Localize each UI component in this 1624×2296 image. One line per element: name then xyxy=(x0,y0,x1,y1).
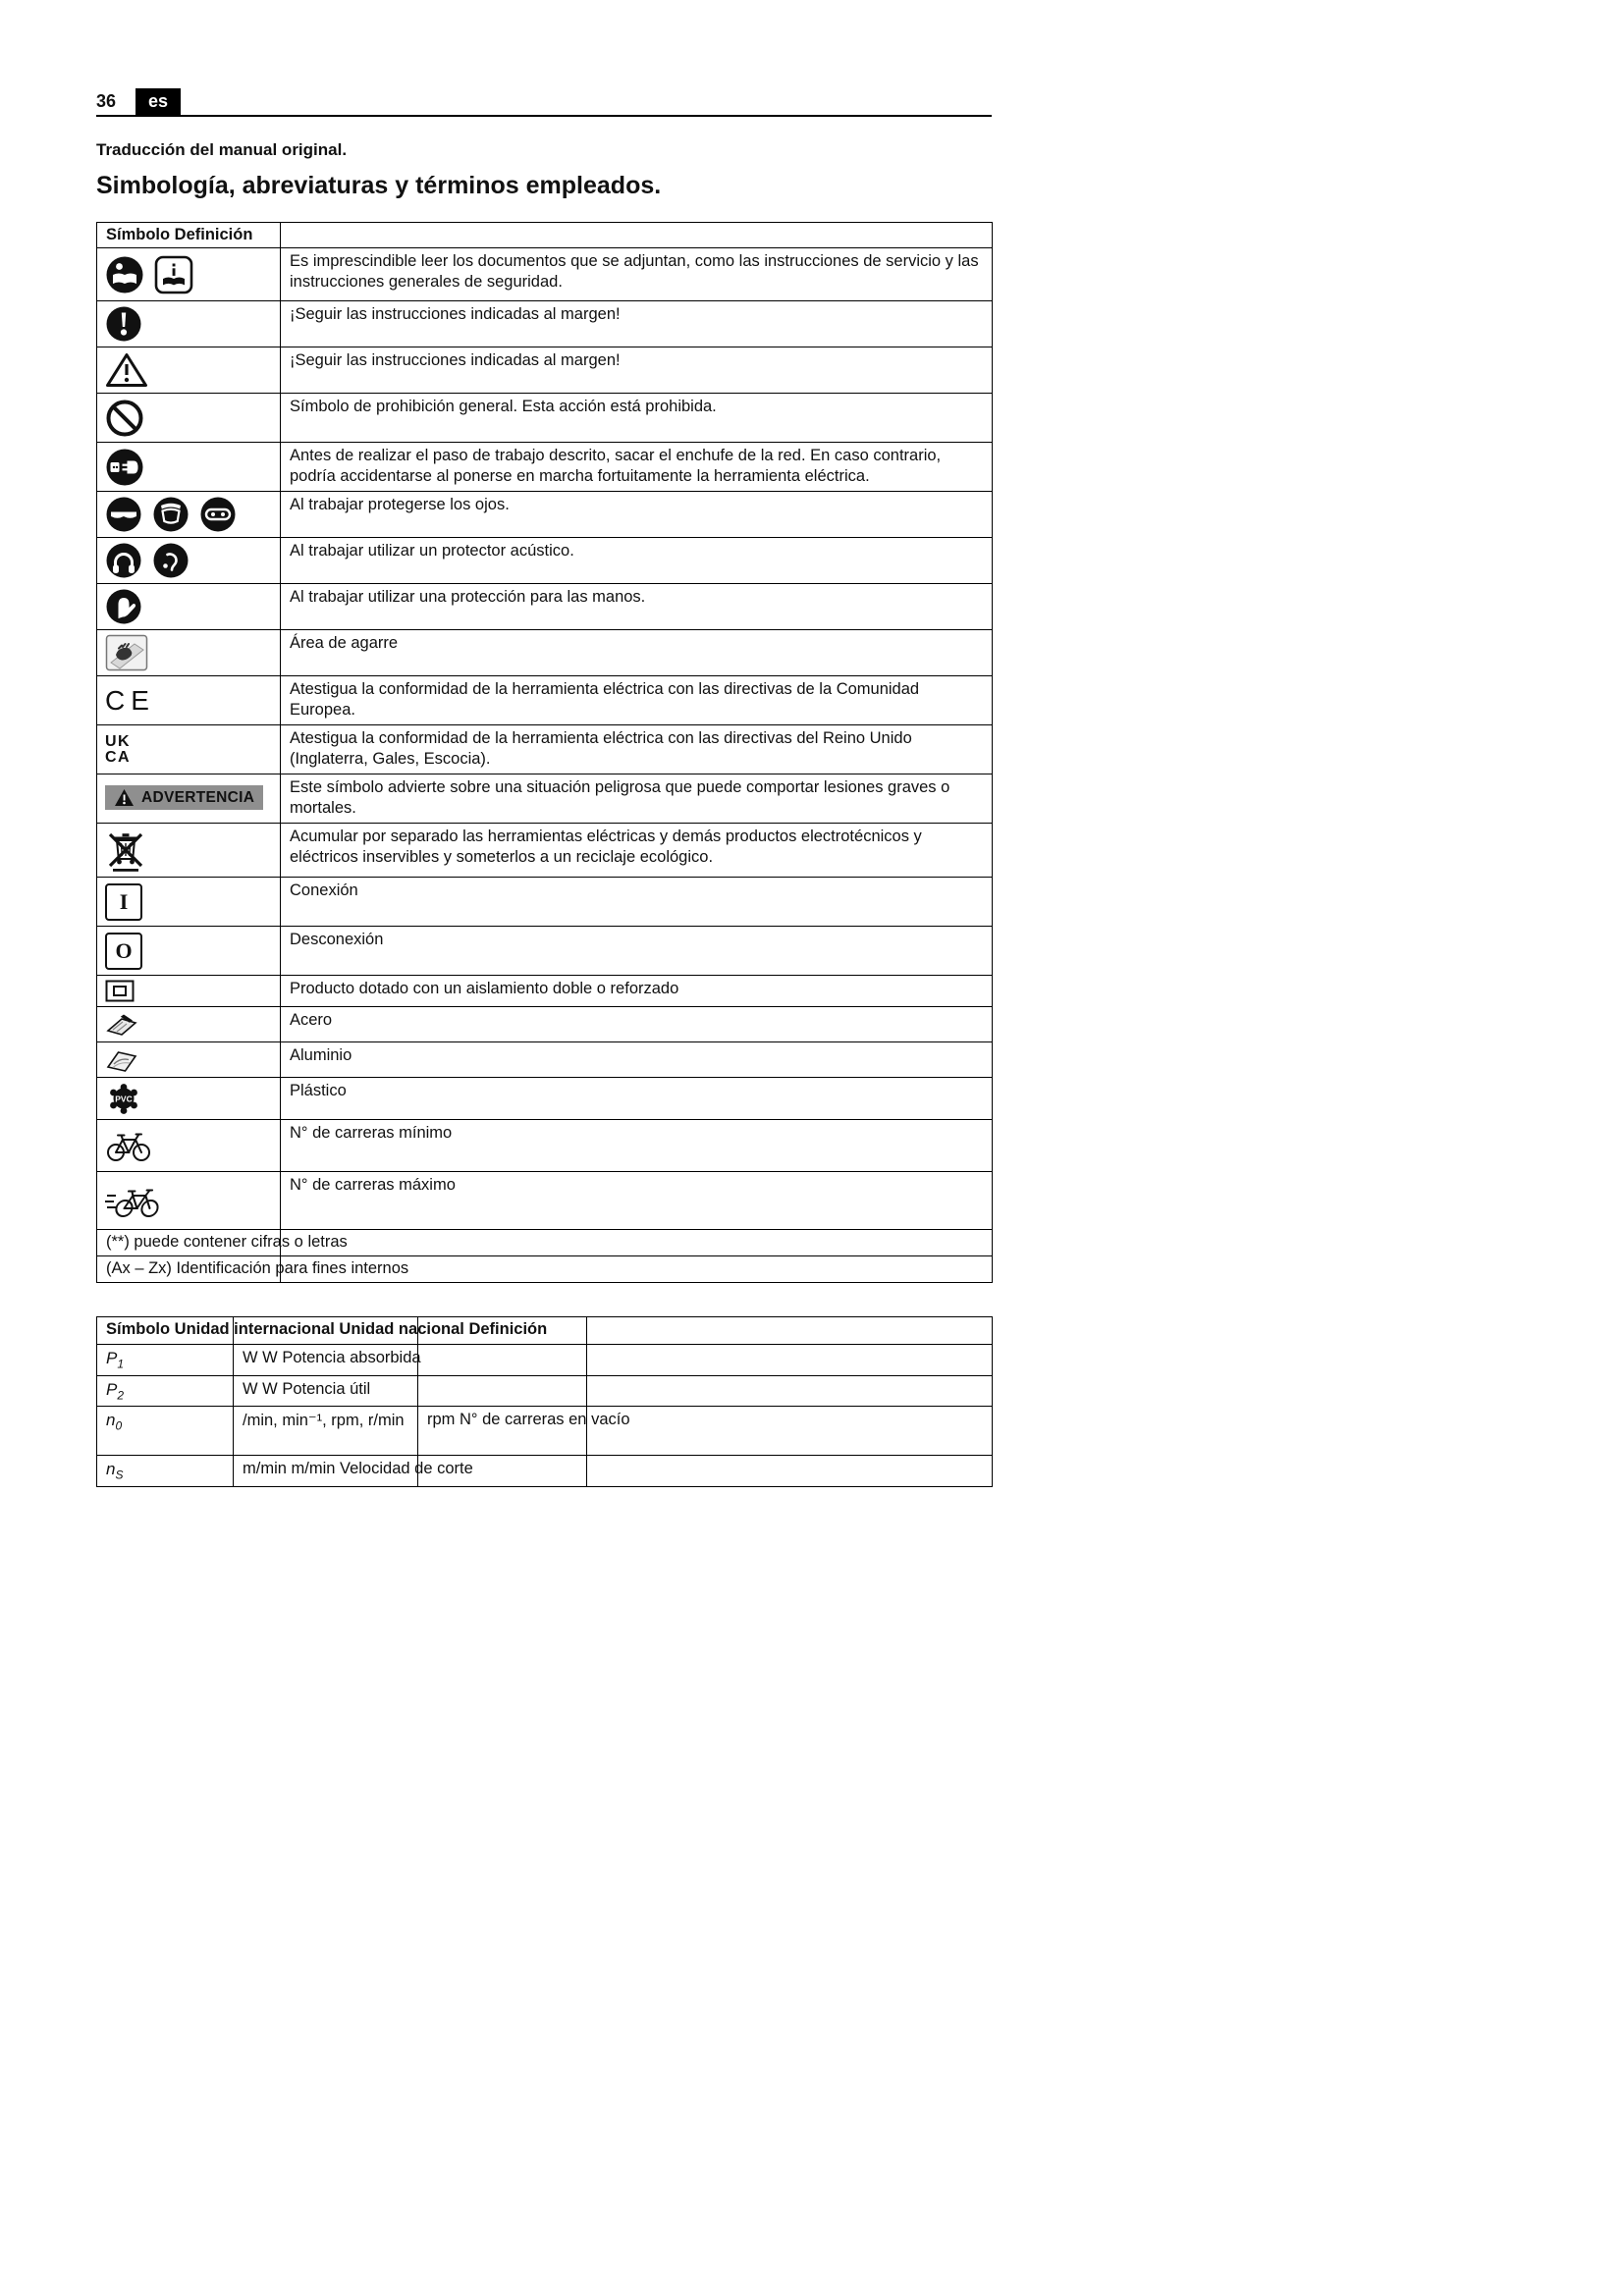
unit-symbol: P xyxy=(106,1349,118,1367)
ukca-mark xyxy=(105,734,272,764)
definition-cell: Desconexión xyxy=(281,927,993,976)
table-row xyxy=(97,394,993,443)
table-row xyxy=(97,1120,993,1172)
power-off-glyph: O xyxy=(115,937,133,963)
ear-muffs-icon xyxy=(105,542,142,579)
table-row xyxy=(97,630,993,676)
ce-mark: CE xyxy=(105,684,155,716)
symbol-cell xyxy=(97,492,281,538)
symbol-cell xyxy=(97,1172,281,1230)
definition-cell: Atestigua la conformidad de la herramienta eléctrica con las directivas de la Comunidad Europea. xyxy=(281,676,993,725)
table-row xyxy=(97,538,993,584)
ear-protection-icon xyxy=(152,542,189,579)
page-number: 36 xyxy=(96,91,117,111)
safety-glasses-icon xyxy=(105,496,142,533)
definition-cell: Producto dotado con un aislamiento doble o reforzado xyxy=(281,976,993,1007)
symbol-cell xyxy=(97,774,281,824)
definition-cell: Plástico xyxy=(281,1078,993,1120)
table-row xyxy=(97,1172,993,1230)
definition-cell: N° de carreras máximo xyxy=(281,1172,993,1230)
definition-cell: Atestigua la conformidad de la herramienta eléctrica con las directivas del Reino Unido (Inglaterra, Gales, Escocia). xyxy=(281,725,993,774)
unit-definition-cell: W W Potencia absorbida xyxy=(234,1345,418,1376)
units-table-header: Símbolo Unidad internacional Unidad nacional Definición xyxy=(97,1317,234,1345)
definition-cell: Acumular por separado las herramientas eléctricas y demás productos electrotécnicos y eléctricos inservibles y someterlos a un reciclaje ecológico. xyxy=(281,824,993,878)
page-title: Simbología, abreviaturas y términos empleados. xyxy=(96,172,662,199)
definition-cell: Área de agarre xyxy=(281,630,993,676)
definition-cell: Al trabajar protegerse los ojos. xyxy=(281,492,993,538)
table-row xyxy=(97,347,993,394)
footnote-cell: (Ax – Zx) Identificación para fines internos xyxy=(97,1256,281,1283)
footnote-row xyxy=(97,1230,993,1256)
table-row xyxy=(97,492,993,538)
page-header xyxy=(96,88,992,117)
unit-definition-cell: m/min m/min Velocidad de corte xyxy=(234,1456,418,1486)
symbol-cell xyxy=(97,301,281,347)
face-shield-icon xyxy=(152,496,189,533)
definition-cell: Conexión xyxy=(281,878,993,927)
table-row xyxy=(97,1078,993,1120)
power-on-glyph: I xyxy=(119,888,129,914)
table-row xyxy=(97,1007,993,1042)
table-row xyxy=(97,1345,993,1376)
ukca-mark-top: UK xyxy=(105,733,132,751)
language-badge: es xyxy=(135,88,181,115)
manual-book-icon xyxy=(154,255,193,294)
symbol-cell xyxy=(97,725,281,774)
symbol-cell xyxy=(97,248,281,301)
table-row xyxy=(97,301,993,347)
unplug-icon xyxy=(105,448,144,487)
unit-symbol: P xyxy=(106,1380,118,1399)
steel-icon xyxy=(105,1011,138,1038)
table-row xyxy=(97,1456,993,1486)
translation-note: Traducción del manual original. xyxy=(96,140,348,159)
symbol-cell xyxy=(97,824,281,878)
unit-definition-cell: W W Potencia útil xyxy=(234,1376,418,1407)
weee-bin-icon xyxy=(105,828,146,873)
grip-area-icon xyxy=(105,634,148,671)
table-row xyxy=(97,824,993,878)
unit-symbol-sub: 0 xyxy=(115,1418,123,1433)
power-on-icon xyxy=(105,883,142,921)
definition-cell: Este símbolo advierte sobre una situación peligrosa que puede comportar lesiones graves o mortales. xyxy=(281,774,993,824)
symbol-cell xyxy=(97,878,281,927)
warning-triangle-icon xyxy=(105,351,148,389)
definition-cell: Al trabajar utilizar una protección para las manos. xyxy=(281,584,993,630)
unit-national-cell xyxy=(418,1345,587,1376)
symbol-cell xyxy=(97,1120,281,1172)
unit-symbol-sub: 1 xyxy=(117,1357,125,1371)
symbol-cell xyxy=(97,1078,281,1120)
symbol-cell xyxy=(97,630,281,676)
unit-symbol-sub: 2 xyxy=(117,1388,125,1403)
prohibition-icon xyxy=(105,399,144,438)
symbol-cell xyxy=(97,1042,281,1078)
definition-cell: Símbolo de prohibición general. Esta acción está prohibida. xyxy=(281,394,993,443)
definition-cell: Al trabajar utilizar un protector acústico. xyxy=(281,538,993,584)
pvc-label: PVC xyxy=(115,1094,133,1104)
goggles-icon xyxy=(199,496,237,533)
aluminium-icon xyxy=(105,1046,138,1073)
symbol-cell xyxy=(97,1007,281,1042)
table-row xyxy=(97,774,993,824)
symbol-cell xyxy=(97,394,281,443)
pvc-icon xyxy=(105,1082,142,1115)
manual-page xyxy=(96,88,992,1487)
table-row xyxy=(97,725,993,774)
definition-cell: Acero xyxy=(281,1007,993,1042)
unit-national-cell xyxy=(418,1376,587,1407)
mandatory-exclamation-icon xyxy=(105,305,142,343)
protective-gloves-icon xyxy=(105,588,142,625)
symbol-cell xyxy=(97,584,281,630)
bicycle-fast-icon xyxy=(105,1183,162,1218)
double-insulation-icon xyxy=(105,980,135,1002)
power-off-icon xyxy=(105,933,142,970)
symbol-cell xyxy=(97,347,281,394)
symbol-cell xyxy=(97,538,281,584)
table-row xyxy=(97,1042,993,1078)
symbol-cell xyxy=(97,443,281,492)
read-documents-icon xyxy=(105,255,144,294)
bicycle-slow-icon xyxy=(105,1129,152,1162)
units-table-header-row xyxy=(97,1317,993,1345)
table-row xyxy=(97,976,993,1007)
table-row xyxy=(97,927,993,976)
unit-national-cell: rpm N° de carreras en vacío xyxy=(418,1407,587,1456)
unit-symbol-cell xyxy=(97,1456,234,1486)
unit-symbol: n xyxy=(106,1460,116,1479)
symbols-table-header-row xyxy=(97,223,993,248)
advertencia-label: ADVERTENCIA xyxy=(141,788,255,806)
footnote-row xyxy=(97,1256,993,1283)
table-row xyxy=(97,676,993,725)
unit-symbol-cell xyxy=(97,1407,234,1456)
table-row xyxy=(97,878,993,927)
definition-cell: Es imprescindible leer los documentos que se adjuntan, como las instrucciones de servicio y las instrucciones generales de seguridad. xyxy=(281,248,993,301)
symbols-table-header: Símbolo Definición xyxy=(97,223,281,248)
unit-symbol-sub: S xyxy=(115,1468,124,1482)
table-row xyxy=(97,443,993,492)
definition-cell: ¡Seguir las instrucciones indicadas al margen! xyxy=(281,301,993,347)
unit-symbol: n xyxy=(106,1411,116,1430)
table-row xyxy=(97,1376,993,1407)
unit-definition-cell: /min, min⁻¹, rpm, r/min xyxy=(234,1407,418,1456)
definition-cell: N° de carreras mínimo xyxy=(281,1120,993,1172)
units-table xyxy=(96,1316,993,1487)
symbols-table xyxy=(96,222,993,1283)
ukca-mark-bottom: CA xyxy=(105,748,132,766)
symbol-cell xyxy=(97,927,281,976)
symbol-cell xyxy=(97,976,281,1007)
unit-symbol-cell xyxy=(97,1345,234,1376)
definition-cell: Aluminio xyxy=(281,1042,993,1078)
warning-triangle-icon xyxy=(114,788,135,807)
table-row xyxy=(97,248,993,301)
definition-cell: ¡Seguir las instrucciones indicadas al margen! xyxy=(281,347,993,394)
table-row xyxy=(97,1407,993,1456)
symbol-cell xyxy=(97,676,281,725)
footnote-cell: (**) puede contener cifras o letras xyxy=(97,1230,281,1256)
unit-symbol-cell xyxy=(97,1376,234,1407)
definition-cell: Antes de realizar el paso de trabajo descrito, sacar el enchufe de la red. En caso contrario, podría accidentarse al ponerse en marcha fortuitamente la herramienta eléctrica. xyxy=(281,443,993,492)
table-row xyxy=(97,584,993,630)
advertencia-badge xyxy=(105,785,263,810)
